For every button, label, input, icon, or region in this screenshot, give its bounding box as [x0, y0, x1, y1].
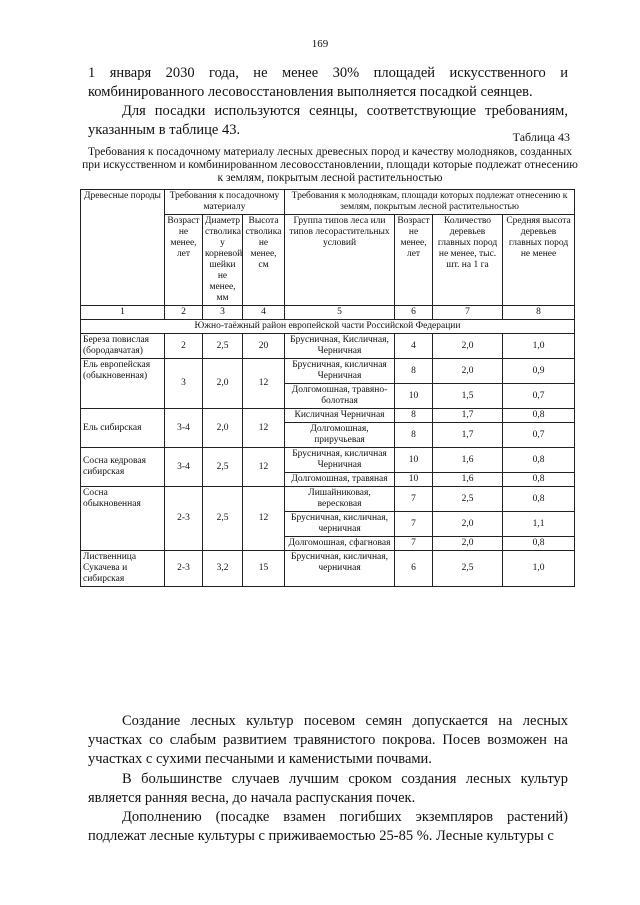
header-species: Древесные породы: [81, 190, 165, 306]
table-row: [81, 334, 575, 359]
column-number-row: [81, 306, 575, 320]
region-row: Южно-таёжный район европейской части Российской Федерации: [81, 320, 575, 334]
height-cell: 12: [243, 448, 285, 487]
count-cell: 2,0: [433, 512, 503, 537]
count-cell: 2,0: [433, 359, 503, 384]
diameter-cell: 3,2: [203, 551, 243, 587]
age2-cell: 4: [395, 334, 433, 359]
species-cell: Ель европейская (обыкновенная): [81, 359, 165, 409]
group-cell: Кисличная Черничная: [285, 409, 395, 423]
avg-height-cell: 0,8: [503, 473, 575, 487]
col-number: 3: [203, 306, 243, 320]
diameter-cell: 2,0: [203, 359, 243, 409]
species-cell: Ель сибирская: [81, 409, 165, 448]
paragraph-seedlings: Для посадки используются сеянцы, соответствующие требованиям, указанным в таблице 43.: [88, 103, 568, 138]
group-cell: Брусничная, кисличная Черничная: [285, 359, 395, 384]
col-number: 1: [81, 306, 165, 320]
header-young-stands: Требования к молоднякам, площади которых подлежат отнесению к землям, покрытым лесной растительностью: [285, 190, 575, 215]
height-cell: 20: [243, 334, 285, 359]
group-cell: Долгомошная, сфагновая: [285, 537, 395, 551]
paragraph-timing: В большинстве случаев лучшим сроком создания лесных культур является ранняя весна, до начала распускания почек.: [88, 771, 568, 806]
age2-cell: 7: [395, 537, 433, 551]
age2-cell: 8: [395, 409, 433, 423]
page-number: 169: [311, 38, 329, 50]
age2-cell: 7: [395, 487, 433, 512]
age-cell: 3: [165, 359, 203, 409]
count-cell: 2,0: [433, 334, 503, 359]
diameter-cell: 2,5: [203, 448, 243, 487]
count-cell: 1,5: [433, 384, 503, 409]
avg-height-cell: 0,8: [503, 409, 575, 423]
table-row: [81, 409, 575, 423]
table-row: [81, 359, 575, 384]
age-cell: 2-3: [165, 551, 203, 587]
species-cell: Сосна кедровая сибирская: [81, 448, 165, 487]
avg-height-cell: 0,7: [503, 384, 575, 409]
paragraph-sowing: Создание лесных культур посевом семян допускается на лесных участках со слабым развитием травянистого покрова. Посев возможен на участках с сухими песчаными и каменистыми почвами.: [88, 713, 568, 767]
age-cell: 3-4: [165, 409, 203, 448]
age-cell: 2: [165, 334, 203, 359]
table-label: Таблица 43: [512, 130, 570, 144]
diameter-cell: 2,0: [203, 409, 243, 448]
height-cell: 12: [243, 359, 285, 409]
table-row: [81, 448, 575, 473]
avg-height-cell: 1,0: [503, 334, 575, 359]
col-number: 2: [165, 306, 203, 320]
table-row: [81, 487, 575, 512]
age2-cell: 8: [395, 359, 433, 384]
diameter-cell: 2,5: [203, 334, 243, 359]
diameter-cell: 2,5: [203, 487, 243, 551]
header-diameter: Диаметр стволика у корневой шейки не менее, мм: [203, 215, 243, 306]
count-cell: 1,6: [433, 473, 503, 487]
species-cell: Сосна обыкновенная: [81, 487, 165, 551]
col-number: 5: [285, 306, 395, 320]
age2-cell: 8: [395, 423, 433, 448]
group-cell: Брусничная, кисличная, черничная: [285, 512, 395, 537]
age2-cell: 10: [395, 448, 433, 473]
count-cell: 1,7: [433, 409, 503, 423]
header-age-2: Возраст не менее, лет: [395, 215, 433, 306]
requirements-table: [80, 189, 575, 587]
height-cell: 12: [243, 409, 285, 448]
avg-height-cell: 1,0: [503, 551, 575, 587]
group-cell: Брусничная, кисличная Черничная: [285, 448, 395, 473]
height-cell: 12: [243, 487, 285, 551]
age2-cell: 10: [395, 473, 433, 487]
count-cell: 1,6: [433, 448, 503, 473]
group-cell: Долгомошная, приручьевая: [285, 423, 395, 448]
table-row: [81, 551, 575, 587]
avg-height-cell: 0,8: [503, 487, 575, 512]
age-cell: 2-3: [165, 487, 203, 551]
avg-height-cell: 0,7: [503, 423, 575, 448]
avg-height-cell: 0,9: [503, 359, 575, 384]
col-number: 6: [395, 306, 433, 320]
col-number: 4: [243, 306, 285, 320]
header-tree-count: Количество деревьев главных пород не менее, тыс. шт. на 1 га: [433, 215, 503, 306]
header-average-height: Средняя высота деревьев главных пород не менее: [503, 215, 575, 306]
count-cell: 2,5: [433, 551, 503, 587]
species-cell: Береза повислая (бородавчатая): [81, 334, 165, 359]
group-cell: Долгомошная, травяно-болотная: [285, 384, 395, 409]
count-cell: 1,7: [433, 423, 503, 448]
group-cell: Лишайниковая, вересковая: [285, 487, 395, 512]
header-age: Возраст не менее, лет: [165, 215, 203, 306]
group-cell: Брусничная, кисличная, черничная: [285, 551, 395, 587]
header-forest-group: Группа типов леса или типов лесорастительных условий: [285, 215, 395, 306]
header-height: Высота стволика не менее, см: [243, 215, 285, 306]
age2-cell: 6: [395, 551, 433, 587]
age-cell: 3-4: [165, 448, 203, 487]
group-cell: Долгомошная, травяная: [285, 473, 395, 487]
paragraph-intro: 1 января 2030 года, не менее 30% площадей искусственного и комбинированного лесовосстановления выполняется посадкой сеянцев.: [88, 65, 568, 100]
species-cell: Лиственница Сукачева и сибирская: [81, 551, 165, 587]
age2-cell: 7: [395, 512, 433, 537]
table-caption: Требования к посадочному материалу лесных древесных пород и качеству молодняков, созданных при искусственном и комбинированном лесовосстановлении, площади которые подлежат отнесению к землям, покрытым лесной растительностью: [82, 146, 578, 184]
avg-height-cell: 1,1: [503, 512, 575, 537]
header-material: Требования к посадочному материалу: [165, 190, 285, 215]
col-number: 8: [503, 306, 575, 320]
col-number: 7: [433, 306, 503, 320]
group-cell: Брусничная, Кисличная, Черничная: [285, 334, 395, 359]
count-cell: 2,0: [433, 537, 503, 551]
height-cell: 15: [243, 551, 285, 587]
count-cell: 2,5: [433, 487, 503, 512]
avg-height-cell: 0,8: [503, 537, 575, 551]
paragraph-replanting: Дополнению (посадке взамен погибших экземпляров растений) подлежат лесные культуры с приживаемостью 25-85 %. Лесные культуры с: [88, 809, 568, 844]
avg-height-cell: 0,8: [503, 448, 575, 473]
age2-cell: 10: [395, 384, 433, 409]
